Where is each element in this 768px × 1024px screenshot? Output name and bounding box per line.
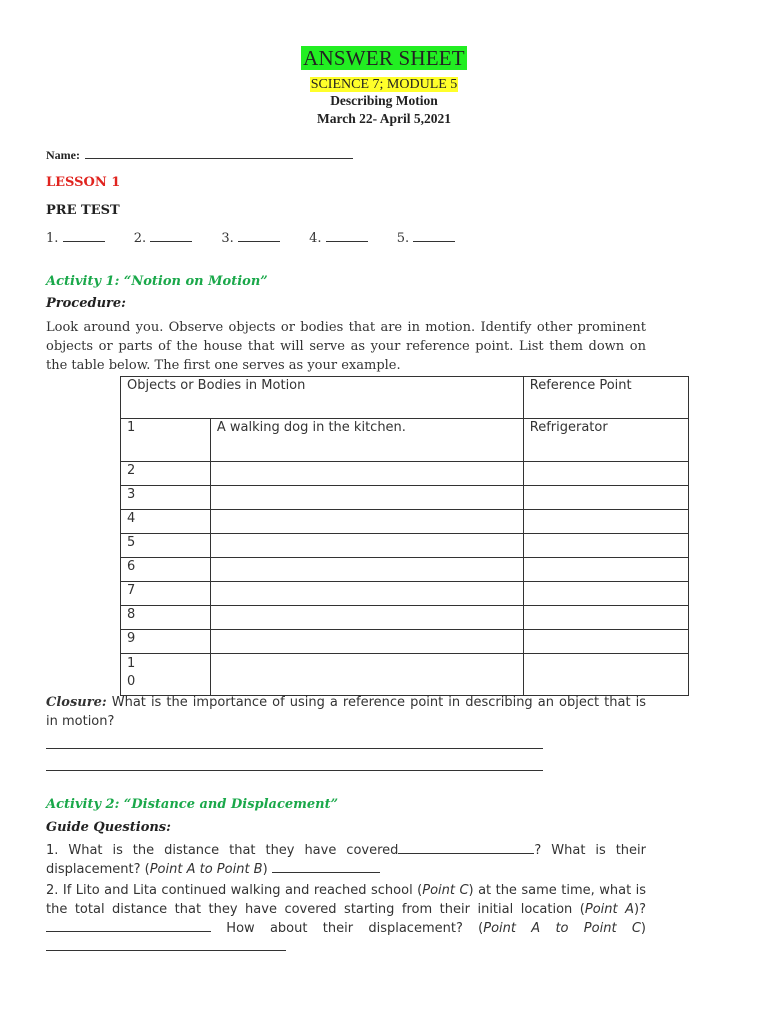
question-1: 1. What is the distance that they have covered ? What is their displacement? (Point A to Point B) <box>46 843 646 877</box>
table-row <box>121 654 689 696</box>
row-reference[interactable] <box>523 558 688 582</box>
table-row <box>121 582 689 606</box>
name-input-line[interactable] <box>85 146 353 159</box>
question-2: 2. If Lito and Lita continued walking and reached school (Point C) at the same time, what is the total distance that they have covered starting from their initial location (Point A)? How about their displacement? (Point A to Point C) <box>46 881 646 957</box>
row-reference[interactable] <box>523 654 688 696</box>
row-reference[interactable] <box>523 582 688 606</box>
table-row <box>121 462 689 486</box>
closure-label: Closure: <box>46 695 107 710</box>
row-object[interactable] <box>210 558 523 582</box>
row-number: 8 <box>121 606 211 630</box>
row-number: 10 <box>121 654 211 696</box>
pretest-item: 4. <box>309 231 368 246</box>
pretest-item: 2. <box>134 231 193 246</box>
row-reference[interactable] <box>523 510 688 534</box>
row-object: A walking dog in the kitchen. <box>210 419 523 462</box>
table-row <box>121 606 689 630</box>
table-header-row <box>121 377 689 419</box>
pretest-item: 3. <box>221 231 280 246</box>
row-reference[interactable] <box>523 630 688 654</box>
row-number: 7 <box>121 582 211 606</box>
q1-distance-line[interactable] <box>398 843 534 854</box>
q2-distance-line[interactable] <box>46 921 211 932</box>
table-row <box>121 510 689 534</box>
row-number: 5 <box>121 534 211 558</box>
pretest-answer-line[interactable] <box>413 231 455 242</box>
row-object[interactable] <box>210 582 523 606</box>
guide-questions-label: Guide Questions: <box>46 820 171 835</box>
pretest-answer-line[interactable] <box>63 231 105 242</box>
row-reference[interactable] <box>523 462 688 486</box>
row-number: 9 <box>121 630 211 654</box>
header-reference: Reference Point <box>523 377 688 419</box>
table-row <box>121 419 689 462</box>
row-object[interactable] <box>210 462 523 486</box>
pretest-answer-line[interactable] <box>238 231 280 242</box>
closure-answer-line[interactable] <box>46 737 543 749</box>
row-object[interactable] <box>210 606 523 630</box>
closure-paragraph <box>46 693 646 731</box>
procedure-label: Procedure: <box>46 296 126 311</box>
procedure-text: Look around you. Observe objects or bodies that are in motion. Identify other prominent objects or parts of the house that will serve as your reference point. List them down on the table below. The first one serves as your example. <box>46 320 646 373</box>
q1-displacement-line[interactable] <box>272 862 380 873</box>
row-object[interactable] <box>210 534 523 558</box>
table-row <box>121 558 689 582</box>
row-reference: Refrigerator <box>523 419 688 462</box>
closure-text: What is the importance of using a reference point in describing an object that is in motion? <box>46 695 646 729</box>
q2-displacement-line[interactable] <box>46 940 286 951</box>
activity2-title: Activity 2: “Distance and Displacement” <box>46 797 339 812</box>
row-object[interactable] <box>210 486 523 510</box>
topic-heading: Describing Motion <box>330 93 438 108</box>
table-row <box>121 630 689 654</box>
row-reference[interactable] <box>523 534 688 558</box>
date-range: March 22- April 5,2021 <box>317 111 451 126</box>
pretest-answer-line[interactable] <box>326 231 368 242</box>
row-number: 1 <box>121 419 211 462</box>
pretest-label: PRE TEST <box>46 203 120 218</box>
pretest-item: 5. <box>397 231 456 246</box>
name-label: Name: <box>46 148 80 162</box>
closure-answer-line[interactable] <box>46 759 543 771</box>
module-subtitle: SCIENCE 7; MODULE 5 <box>310 77 458 92</box>
row-number: 4 <box>121 510 211 534</box>
lesson-label: LESSON 1 <box>46 175 121 190</box>
row-reference[interactable] <box>523 486 688 510</box>
name-row <box>46 146 353 163</box>
header-objects: Objects or Bodies in Motion <box>121 377 524 419</box>
pretest-answers <box>46 231 455 246</box>
activity1-title: Activity 1: “Notion on Motion” <box>46 274 268 289</box>
pretest-answer-line[interactable] <box>150 231 192 242</box>
table-row <box>121 534 689 558</box>
answer-sheet-title: ANSWER SHEET <box>303 46 465 70</box>
motion-table <box>120 376 689 696</box>
row-number: 2 <box>121 462 211 486</box>
row-object[interactable] <box>210 654 523 696</box>
row-object[interactable] <box>210 630 523 654</box>
row-reference[interactable] <box>523 606 688 630</box>
pretest-item: 1. <box>46 231 105 246</box>
row-object[interactable] <box>210 510 523 534</box>
row-number: 6 <box>121 558 211 582</box>
table-row <box>121 486 689 510</box>
row-number: 3 <box>121 486 211 510</box>
